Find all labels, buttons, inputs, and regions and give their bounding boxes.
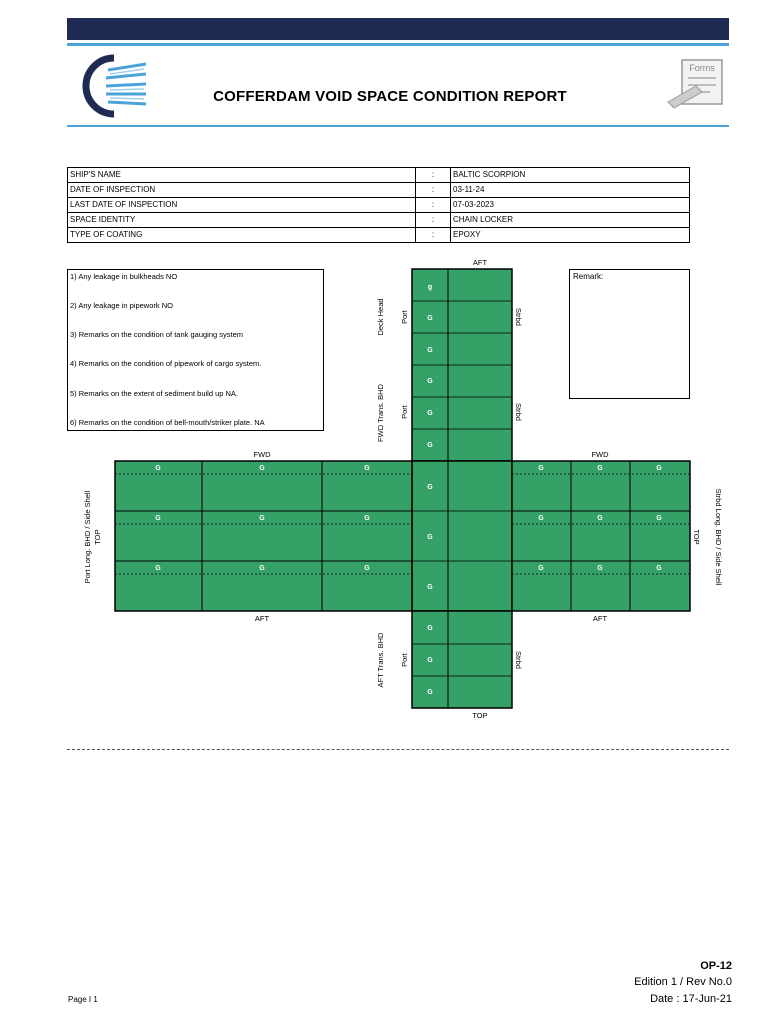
form-code: OP-12: [700, 960, 732, 972]
port-label: Port: [400, 310, 409, 324]
grade-cell[interactable]: G: [259, 465, 265, 472]
grade-cell[interactable]: G: [427, 625, 433, 632]
grade-cell[interactable]: G: [259, 565, 265, 572]
info-sep: :: [416, 183, 451, 198]
fwd-label-right: FWD: [591, 450, 609, 459]
info-label: TYPE OF COATING: [68, 228, 416, 243]
grade-cell[interactable]: G: [427, 484, 433, 491]
edition-text: Edition 1 / Rev No.0: [634, 976, 732, 988]
aft-label-left: AFT: [254, 614, 270, 623]
port-label: Port: [400, 653, 409, 667]
grade-cell[interactable]: G: [538, 515, 544, 522]
svg-text:Forms: Forms: [689, 63, 715, 73]
question-5: 5) Remarks on the extent of sediment build up NA.: [70, 389, 239, 398]
page-number: Page I 1: [68, 995, 98, 1004]
info-sep: :: [416, 213, 451, 228]
page-title: COFFERDAM VOID SPACE CONDITION REPORT: [213, 88, 567, 105]
info-value[interactable]: CHAIN LOCKER: [451, 213, 690, 228]
grade-cell[interactable]: G: [364, 465, 370, 472]
info-label: SHIP'S NAME: [68, 168, 416, 183]
grade-cell[interactable]: G: [597, 465, 603, 472]
grade-cell[interactable]: G: [427, 657, 433, 664]
strbd-long-wing: [512, 461, 690, 611]
port-long-wing: [115, 461, 412, 611]
grade-cell[interactable]: G: [155, 515, 161, 522]
grade-cell[interactable]: G: [364, 565, 370, 572]
aft-label-top: AFT: [472, 258, 488, 267]
info-sep: :: [416, 168, 451, 183]
section-divider: [67, 749, 729, 750]
info-value[interactable]: EPOXY: [451, 228, 690, 243]
header-underline: [67, 125, 729, 127]
grade-cell[interactable]: G: [259, 515, 265, 522]
question-1: 1) Any leakage in bulkheads NO: [70, 272, 178, 281]
info-sep: :: [416, 198, 451, 213]
fwd-trans-label: FWD Trans. BHD: [376, 384, 385, 442]
forms-icon: [666, 56, 726, 112]
strbd-label: Strbd: [514, 403, 523, 421]
table-row: [68, 213, 690, 228]
top-label-bottom: TOP: [472, 711, 488, 720]
question-6: 6) Remarks on the condition of bell-mouth/striker plate. NA: [70, 418, 265, 427]
port-label: Port: [400, 405, 409, 419]
table-row: [68, 183, 690, 198]
grade-cell[interactable]: G: [597, 565, 603, 572]
grade-cell[interactable]: G: [656, 565, 662, 572]
cofferdam-diagram: [0, 250, 768, 730]
grade-cell[interactable]: G: [427, 534, 433, 541]
header-bar: [67, 18, 729, 40]
grade-cell[interactable]: G: [538, 465, 544, 472]
question-2: 2) Any leakage in pipework NO: [70, 301, 173, 310]
info-label: SPACE IDENTITY: [68, 213, 416, 228]
company-logo: [80, 52, 150, 120]
grade-cell[interactable]: G: [597, 515, 603, 522]
aft-label-right: AFT: [592, 614, 608, 623]
table-row: [68, 168, 690, 183]
strbd-label: Strbd: [514, 308, 523, 326]
deck-head-label: Deck Head: [376, 298, 385, 336]
aft-trans-label: AFT Trans. BHD: [376, 632, 385, 688]
header-divider: [67, 43, 729, 46]
grade-cell[interactable]: G: [427, 315, 433, 322]
ship-info-table: [67, 167, 690, 243]
info-sep: :: [416, 228, 451, 243]
info-label: DATE OF INSPECTION: [68, 183, 416, 198]
grade-cell[interactable]: G: [364, 515, 370, 522]
strbd-label: Strbd: [514, 651, 523, 669]
grade-cell[interactable]: G: [538, 565, 544, 572]
top-label-right: TOP: [692, 529, 701, 545]
question-4: 4) Remarks on the condition of pipework of cargo system.: [70, 359, 262, 368]
top-label-left: TOP: [93, 529, 102, 545]
fwd-label-left: FWD: [253, 450, 271, 459]
info-label: LAST DATE OF INSPECTION: [68, 198, 416, 213]
grade-cell[interactable]: G: [656, 515, 662, 522]
grade-cell[interactable]: G: [427, 378, 433, 385]
grade-cell[interactable]: G: [427, 442, 433, 449]
grade-cell[interactable]: G: [155, 565, 161, 572]
revision-date: Date : 17-Jun-21: [650, 993, 732, 1005]
table-row: [68, 228, 690, 243]
grade-cell[interactable]: G: [427, 584, 433, 591]
info-value[interactable]: 07-03-2023: [451, 198, 690, 213]
grade-cell[interactable]: G: [427, 347, 433, 354]
deck-head-strip: [412, 269, 512, 461]
grade-cell[interactable]: G: [155, 465, 161, 472]
remark-label: Remark:: [573, 272, 604, 281]
info-value[interactable]: BALTIC SCORPION: [451, 168, 690, 183]
grade-cell[interactable]: G: [427, 689, 433, 696]
info-value[interactable]: 03-11-24: [451, 183, 690, 198]
strbd-long-label: Strbd Long. BHD / Side Shell: [714, 488, 723, 586]
question-3: 3) Remarks on the condition of tank gauging system: [70, 330, 244, 339]
grade-cell[interactable]: G: [427, 410, 433, 417]
table-row: [68, 198, 690, 213]
port-long-label: Port Long. BHD / Side Shell: [83, 490, 92, 584]
grade-cell[interactable]: G: [656, 465, 662, 472]
grade-cell[interactable]: g: [427, 284, 433, 291]
